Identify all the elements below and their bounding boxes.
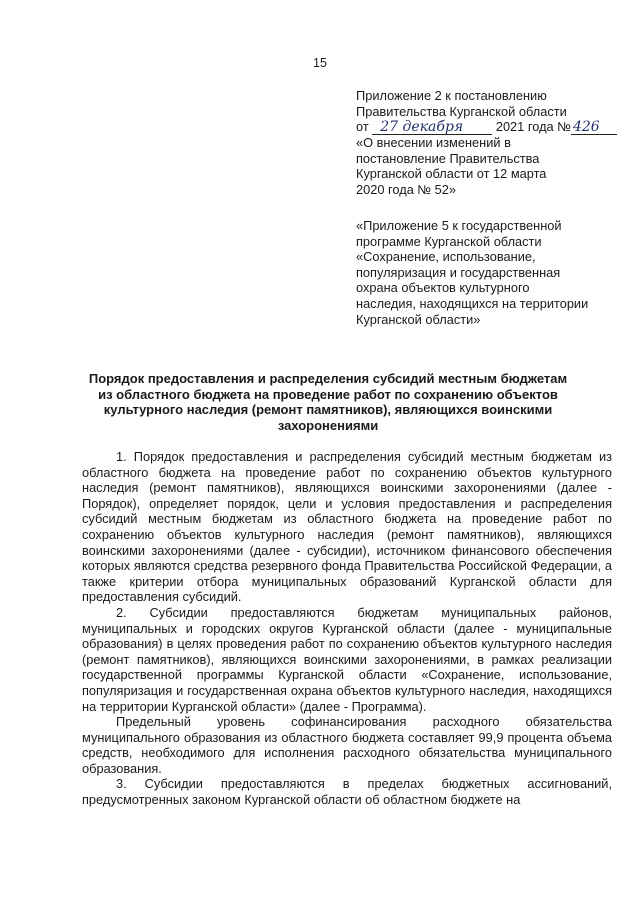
program-appendix-line: «Приложение 5 к государственной	[356, 218, 562, 233]
paragraph-2: 2. Субсидии предоставляются бюджетам муниципальных районов, муниципальных и городских округов Курганской области (далее - муниципальные образования) в целях проведения работ по сохранению объектов культурного наследия (ремонт памятников), являющихся воинскими захоронениями, в рамках реализации государственной программы Курганской области «Сохранение, использование, популяризация и государственная охрана объектов культурного наследия, находящихся на территории Курганской области» (далее - Программа).	[82, 604, 612, 714]
appendix-line-7: 2020 года № 52»	[356, 181, 457, 197]
title-line: из областного бюджета на проведение работ по сохранению объектов	[98, 386, 558, 402]
page-number: 15	[313, 56, 327, 70]
handwritten-date: 27 декабря	[372, 121, 492, 135]
program-appendix-line: программе Курганской области	[356, 233, 542, 249]
program-appendix-line: «Сохранение, использование,	[356, 249, 536, 265]
appendix-line-4: «О внесении изменений в	[356, 135, 511, 151]
appendix-from-label: от	[356, 119, 369, 135]
title-line: захоронениями	[277, 418, 379, 434]
program-appendix-line: Курганской области»	[356, 311, 481, 327]
appendix-date-line	[356, 119, 618, 135]
appendix-header	[356, 88, 618, 198]
paragraph-3: Предельный уровень софинансирования расходного обязательства муниципального образования из областного бюджета составляет 99,9 процента объема средств, необходимого для исполнения расходного обязательства муниципального образования.	[82, 714, 612, 776]
appendix-line-6: Курганской области от 12 марта	[356, 166, 547, 182]
paragraph-4: 3. Субсидии предоставляются в пределах бюджетных ассигнований, предусмотренных законом Курганской области об областном бюджете на	[82, 776, 612, 808]
appendix-line-1: Приложение 2 к постановлению	[356, 88, 547, 103]
appendix-line-2: Правительства Курганской области	[356, 103, 567, 119]
document-title	[86, 371, 570, 434]
program-appendix-line: наследия, находящихся на территории	[356, 295, 589, 311]
program-appendix-line: охрана объектов культурного	[356, 280, 530, 296]
program-appendix-line: популяризация и государственная	[356, 264, 561, 280]
document-body	[82, 449, 612, 808]
handwritten-number: 426	[571, 121, 617, 135]
paragraph-1: 1. Порядок предоставления и распределения субсидий местным бюджетам из областного бюджета на проведение работ по сохранению объектов культурного наследия (ремонт памятников), являющихся воинскими захоронениями (далее - Порядок), определяет порядок, цели и условия предоставления и распределения субсидий местным бюджетам из областного бюджета на проведение работ по сохранению объектов культурного наследия (ремонт памятников), являющихся воинскими захоронениями (далее - субсидии), источником финансового обеспечения которых являются средства резервного фонда Правительства Российской Федерации, а также критерии отбора муниципальных образований Курганской области для предоставления субсидий.	[82, 449, 612, 605]
title-line: Порядок предоставления и распределения субсидий местным бюджетам	[88, 371, 568, 386]
appendix-line-5: постановление Правительства	[356, 150, 540, 166]
title-line: культурного наследия (ремонт памятников), являющихся воинскими	[103, 402, 553, 418]
program-appendix-reference	[356, 218, 618, 327]
appendix-year-text: 2021 года №	[495, 119, 571, 135]
